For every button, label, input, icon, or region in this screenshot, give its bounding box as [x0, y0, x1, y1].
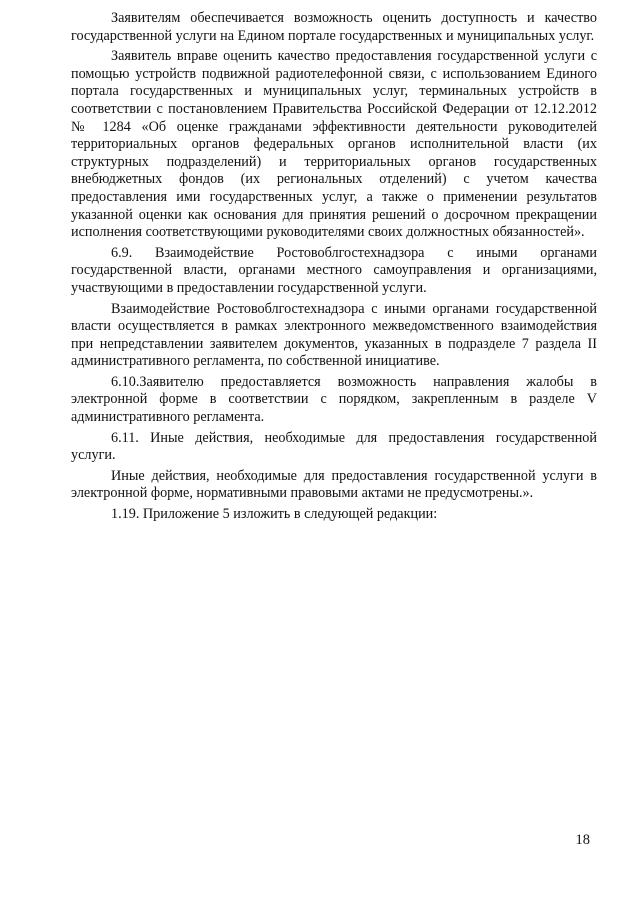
paragraph-portal-assessment: Заявителям обеспечивается возможность оценить доступность и качество государственной услуги на Едином портале государственных и муниципальных услуг. [71, 10, 597, 44]
paragraph-other-actions-detail: Иные действия, необходимые для предоставления государственной услуги в электронной форме, нормативными правовыми актами не предусмотрены.». [71, 467, 597, 502]
paragraph-1-19-appendix: 1.19. Приложение 5 изложить в следующей редакции: [111, 506, 438, 523]
paragraph-mobile-assessment: Заявитель вправе оценить качество предоставления государственной услуги с помощью устройств подвижной радиотелефонной связи, с использованием Единого портала государственных и муниципальных услуг, терминальных устройств в соответствии с постановлением Правительства Российской Федерации от 12.12.2012 № 1284 «Об оценке гражданами эффективности деятельности руководителей территориальных органов федеральных органов исполнительной власти (их структурных подразделений) и территориальных органов государственных внебюджетных фондов (их региональных отделений) с учетом качества предоставления ими государственных услуг, а также о применении результатов указанной оценки как основания для принятия решений о досрочном прекращении исполнения соответствующими руководителями своих должностных обязанностей». [71, 48, 597, 241]
paragraph-6-10-complaint: 6.10.Заявителю предоставляется возможность направления жалобы в электронной форме в соответствии с порядком, закрепленным в разделе V административного регламента. [71, 373, 597, 426]
paragraph-6-11-other-actions: 6.11. Иные действия, необходимые для предоставления государственной услуги. [71, 429, 597, 464]
paragraph-interagency-interaction: Взаимодействие Ростовоблгостехнадзора с иными органами государственной власти осуществляется в рамках электронного межведомственного взаимодействия при непредставлении заявителем документов, указанных в подразделе 7 раздела II административного регламента, по собственной инициативе. [71, 300, 597, 370]
paragraph-6-9-interaction: 6.9. Взаимодействие Ростовоблгостехнадзора с иными органами государственной власти, органами местного самоуправления и организациями, участвующими в предоставлении государственной услуги. [71, 244, 597, 296]
document-body [71, 10, 597, 527]
page-number: 18 [575, 832, 590, 848]
